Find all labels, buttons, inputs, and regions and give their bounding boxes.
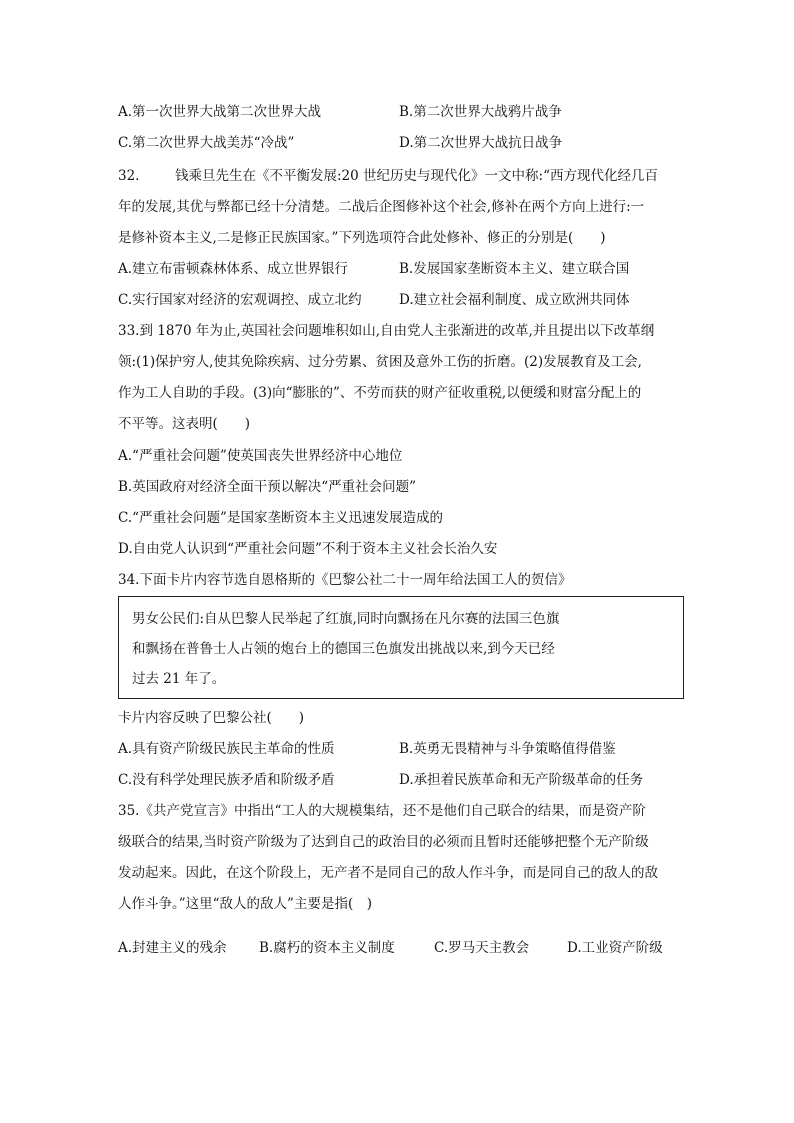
q32-option-c: C.实行国家对经济的宏观调控、成立北约 [118, 292, 362, 308]
q33-stem-line-1: 33.到 1870 年为止,英国社会问题堆积如山,自由党人主张渐进的改革,并且提出以下改革纲 [118, 323, 655, 339]
q35-option-b: B.腐朽的资本主义制度 [259, 940, 395, 956]
q34-option-b: B.英勇无畏精神与斗争策略值得借鉴 [399, 741, 616, 757]
q34-option-a: A.具有资产阶级民族民主革命的性质 [118, 741, 335, 757]
q33-option-a: A.“严重社会问题”使英国丧失世界经济中心地位 [118, 448, 403, 464]
q32-option-d: D.建立社会福利制度、成立欧洲共同体 [399, 292, 630, 308]
q32-stem-line-1: 钱乘旦先生在《不平衡发展:20 世纪历史与现代化》一文中称:“西方现代化经几百 [175, 168, 658, 184]
q32-number: 32. [118, 168, 140, 184]
q35-stem-line-2: 级联合的结果,当时资产阶级为了达到自己的政治目的必须而且暂时还能够把整个无产阶级 [118, 834, 649, 850]
q31-option-a: A.第一次世界大战第二次世界大战 [118, 104, 322, 120]
q32-option-b: B.发展国家垄断资本主义、建立联合国 [399, 261, 630, 277]
q31-option-d: D.第二次世界大战抗日战争 [399, 135, 563, 151]
card-line-1: 男女公民们:自从巴黎人民举起了红旗,同时向飘扬在凡尔赛的法国三色旗 [132, 611, 560, 627]
q33-stem-line-4: 不平等。这表明( ) [118, 416, 251, 432]
q32-option-a: A.建立布雷顿森林体系、成立世界银行 [118, 261, 349, 277]
q33-option-d: D.自由党人认识到“严重社会问题”不利于资本主义社会长治久安 [118, 541, 498, 557]
q34-option-c: C.没有科学处理民族矛盾和阶级矛盾 [118, 772, 335, 788]
q35-option-d: D.工业资产阶级 [567, 940, 663, 956]
q35-stem-line-4: 人作斗争。”这里“敌人的敌人”主要是指( ) [118, 896, 372, 912]
q35-stem-line-1: 35.《共产党宣言》中指出“工人的大规模集结，还不是他们自己联合的结果，而是资产阶 [118, 803, 646, 819]
q34-option-d: D.承担着民族革命和无产阶级革命的任务 [399, 772, 644, 788]
q33-stem-line-2: 领:(1)保护穷人,使其免除疾病、过分劳累、贫困及意外工伤的折磨。(2)发展教育及工会, [118, 354, 642, 370]
q31-option-c: C.第二次世界大战美苏“冷战” [118, 135, 295, 151]
quote-card [118, 596, 684, 699]
q32-stem-line-2: 年的发展,其优与弊都已经十分清楚。二战后企图修补这个社会,修补在两个方向上进行:一 [118, 199, 645, 215]
q33-option-c: C.“严重社会问题”是国家垄断资本主义迅速发展造成的 [118, 510, 443, 526]
q33-stem-line-3: 作为工人自助的手段。(3)向“膨胀的”、不劳而获的财产征收重税,以便缓和财富分配上的 [118, 385, 642, 401]
card-line-2: 和飘扬在普鲁士人占领的炮台上的德国三色旗发出挑战以来,到今天已经 [132, 641, 555, 657]
q32-stem-line-3: 是修补资本主义,二是修正民族国家。”下列选项符合此处修补、修正的分别是( ) [118, 230, 606, 246]
q33-option-b: B.英国政府对经济全面干预以解决“严重社会问题” [118, 479, 417, 495]
q35-stem-line-3: 发动起来。因此，在这个阶段上，无产者不是同自己的敌人作斗争，而是同自己的敌人的敌 [118, 865, 658, 881]
q35-option-a: A.封建主义的残余 [118, 940, 227, 956]
q34-question: 卡片内容反映了巴黎公社( ) [118, 710, 305, 726]
q34-stem: 34.下面卡片内容节选自恩格斯的《巴黎公社二十一周年给法国工人的贺信》 [118, 572, 572, 588]
card-line-3: 过去 21 年了。 [132, 671, 226, 687]
q31-option-b: B.第二次世界大战鸦片战争 [399, 104, 562, 120]
q35-option-c: C.罗马天主教会 [434, 940, 530, 956]
